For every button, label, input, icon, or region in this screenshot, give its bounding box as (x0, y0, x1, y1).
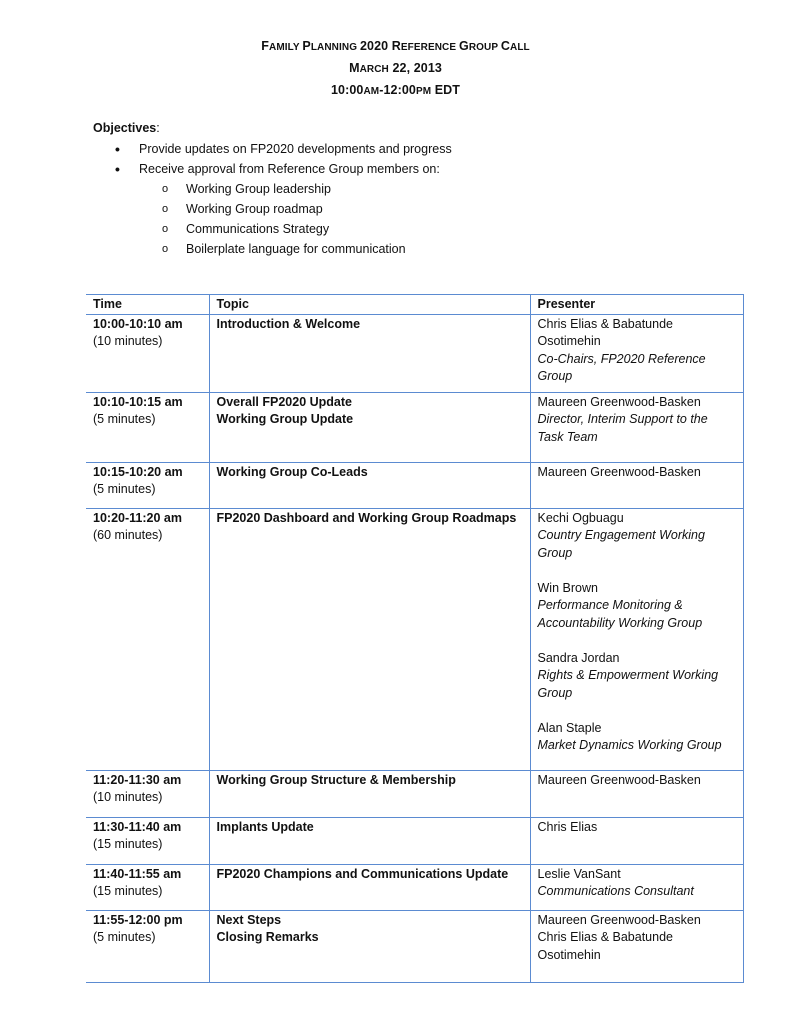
topic-cell: Introduction & Welcome (209, 314, 530, 392)
time-cell: 11:55-12:00 pm (5 minutes) (86, 910, 209, 982)
topic-cell: Overall FP2020 Update Working Group Update (209, 392, 530, 462)
document-date: MARCH 22, 2013 (349, 61, 442, 75)
objectives-list (93, 139, 713, 259)
time-cell: 11:30-11:40 am (15 minutes) (86, 817, 209, 864)
column-header-topic: Topic (209, 295, 530, 315)
approval-item: o Working Group leadership (139, 179, 713, 199)
table-row (86, 864, 743, 910)
topic-cell: Implants Update (209, 817, 530, 864)
objective-item: • Provide updates on FP2020 developments and progress (93, 139, 713, 159)
objectives-section (93, 119, 713, 259)
presenter-cell: Leslie VanSant Communications Consultant (530, 864, 743, 910)
topic-cell: FP2020 Dashboard and Working Group Roadmaps (209, 508, 530, 770)
table-row (86, 314, 743, 392)
document-time: 10:00AM-12:00PM EDT (330, 83, 461, 97)
time-cell: 10:00-10:10 am (10 minutes) (86, 314, 209, 392)
time-cell: 11:20-11:30 am (10 minutes) (86, 770, 209, 817)
table-header-row (86, 295, 743, 315)
presenter-cell: Maureen Greenwood-Basken (530, 770, 743, 817)
document-header (0, 36, 791, 102)
presenter-cell: Maureen Greenwood-Basken Director, Interim Support to the Task Team (530, 392, 743, 462)
document-title: FAMILY PLANNING 2020 REFERENCE GROUP CALL (261, 39, 530, 53)
time-cell: 11:40-11:55 am (15 minutes) (86, 864, 209, 910)
topic-cell: FP2020 Champions and Communications Update (209, 864, 530, 910)
time-cell: 10:15-10:20 am (5 minutes) (86, 462, 209, 508)
topic-cell: Working Group Structure & Membership (209, 770, 530, 817)
table-row (86, 392, 743, 462)
table-row (86, 910, 743, 982)
agenda-table (86, 294, 744, 983)
time-cell: 10:10-10:15 am (5 minutes) (86, 392, 209, 462)
presenter-cell: Chris Elias (530, 817, 743, 864)
table-row (86, 508, 743, 770)
column-header-time: Time (86, 295, 209, 315)
approval-item: o Communications Strategy (139, 219, 713, 239)
table-row (86, 462, 743, 508)
table-row (86, 817, 743, 864)
objectives-heading: Objectives: (93, 121, 160, 135)
table-row (86, 770, 743, 817)
approval-item: o Working Group roadmap (139, 199, 713, 219)
presenter-cell: Maureen Greenwood-Basken Chris Elias & Babatunde Osotimehin (530, 910, 743, 982)
topic-cell: Next Steps Closing Remarks (209, 910, 530, 982)
column-header-presenter: Presenter (530, 295, 743, 315)
topic-cell: Working Group Co-Leads (209, 462, 530, 508)
approval-sublist (139, 179, 713, 259)
presenter-cell: Kechi Ogbuagu Country Engagement Working Group Win Brown Performance Monitoring & Accountability Working Group Sandra Jordan Rights & Empowerment Working Group Alan Staple Market Dynamics Working Group (530, 508, 743, 770)
time-cell: 10:20-11:20 am (60 minutes) (86, 508, 209, 770)
objective-item: • Receive approval from Reference Group members on: o Working Group leadership o Working Group roadmap o Communications Strategy o Boilerplate language for communication (93, 159, 713, 259)
presenter-cell: Maureen Greenwood-Basken (530, 462, 743, 508)
presenter-cell: Chris Elias & Babatunde Osotimehin Co-Chairs, FP2020 Reference Group (530, 314, 743, 392)
approval-item: o Boilerplate language for communication (139, 239, 713, 259)
